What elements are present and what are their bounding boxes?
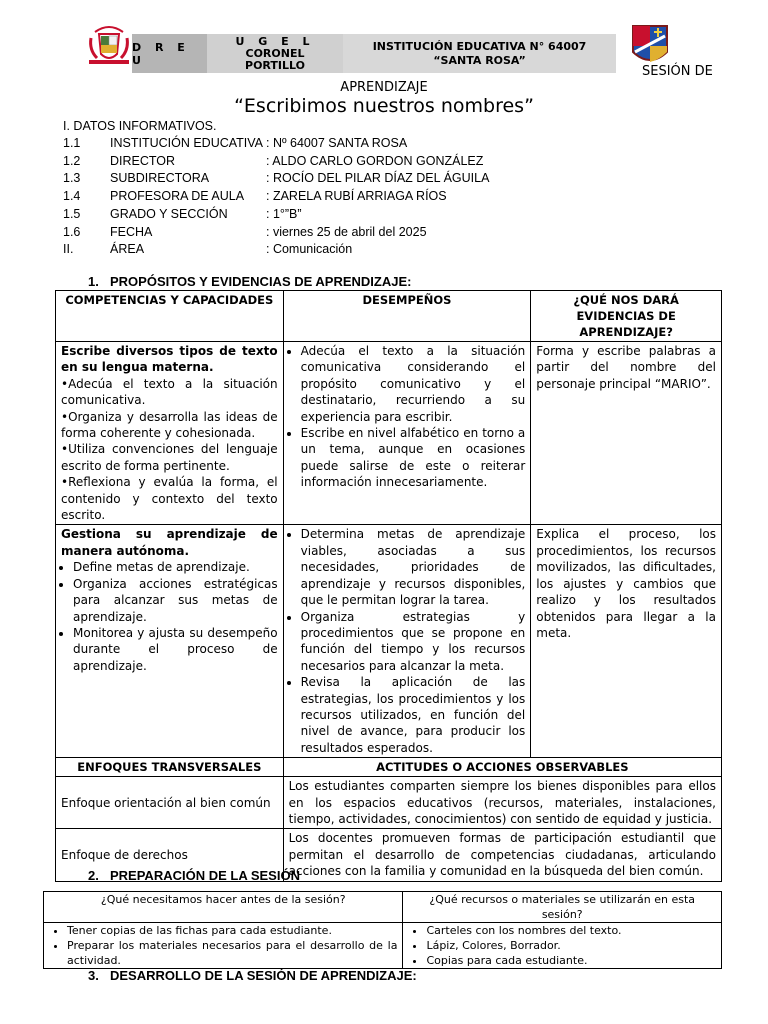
capacidad-item: • Monitorea y ajusta su desempeño durante el proceso de aprendizaje.: [73, 625, 278, 674]
table-header-row: [56, 758, 722, 777]
evidencia-cell: Explica el proceso, los procedimientos, los recursos movilizados, las dificultades, los ajustes y cambios que realizo y los resultados obtenidos para llegar a la meta.: [531, 525, 722, 758]
column-header: COMPETENCIAS Y CAPACIDADES: [56, 291, 284, 342]
institution-label: [343, 34, 616, 73]
list-item: • Lápiz, Colores, Borrador.: [426, 938, 716, 953]
section-3-title: [88, 968, 417, 983]
antes-list: [49, 923, 397, 968]
desempeno-item: • Organiza estrategias y procedimientos que se propone en función del tiempo y los recursos necesarios para alcanzar la meta.: [301, 609, 526, 675]
info-value: : ALDO CARLO GORDON GONZÁLEZ: [266, 154, 484, 168]
info-label: GRADO Y SECCIÓN: [110, 207, 228, 221]
section-title-text: PREPARACIÓN DE LA SESIÓN: [110, 868, 300, 883]
column-header: ¿QUÉ NOS DARÁ EVIDENCIAS DE APRENDIZAJE?: [531, 291, 722, 342]
institution-name: INSTITUCIÓN EDUCATIVA N° 64007: [372, 39, 587, 53]
capacidad-text: Reflexiona y evalúa la forma, el contenido y contexto del texto escrito.: [61, 475, 278, 523]
table-row: [56, 342, 722, 525]
info-row: [63, 171, 723, 189]
info-number: 1.3: [63, 171, 81, 185]
info-label: INSTITUCIÓN EDUCATIVA: [110, 136, 264, 150]
info-label: DIRECTOR: [110, 154, 176, 168]
list-item: • Copias para cada estudiante.: [426, 953, 716, 968]
list-item: • Carteles con los nombres del texto.: [426, 923, 716, 938]
desempeno-item: • Determina metas de aprendizaje viables, asociadas a sus necesidades, prioridades de aprendizaje y recursos disponibles, que le permitan lograr la tarea.: [301, 526, 526, 608]
section-title-text: PROPÓSITOS Y EVIDENCIAS DE APRENDIZAJE:: [110, 274, 412, 289]
competencia-title: Escribe diversos tipos de texto en su lengua materna.: [61, 344, 278, 375]
preparacion-table: [43, 891, 722, 969]
capacidad-item: • Define metas de aprendizaje.: [73, 559, 278, 575]
info-row: [63, 225, 723, 243]
institution-nickname: “SANTA ROSA”: [433, 53, 526, 67]
ugel-line: CORONEL: [245, 46, 305, 60]
info-label: FECHA: [110, 225, 153, 239]
school-crest: [629, 22, 671, 70]
column-header: DESEMPEÑOS: [283, 291, 531, 342]
column-header: ¿Qué necesitamos hacer antes de la sesión?: [44, 892, 403, 923]
propositos-table: [55, 290, 722, 882]
section-2-title: [88, 868, 300, 883]
competencia-cell: [56, 342, 284, 525]
section-number: 1.: [88, 274, 99, 289]
session-label-2: APRENDIZAJE: [340, 80, 428, 95]
dreu-logo: [87, 20, 131, 66]
section-1-title: [88, 274, 411, 289]
desempeno-item: • Adecúa el texto a la situación comunicativa considerando el propósito comunicativo y el destinatario, recurriendo a su experiencia para escribir.: [301, 343, 526, 425]
page-title: “Escribimos nuestros nombres”: [234, 95, 534, 117]
info-label: PROFESORA DE AULA: [110, 189, 245, 203]
info-number: 1.5: [63, 207, 81, 221]
info-row: [63, 207, 723, 225]
info-row: [63, 189, 723, 207]
dreu-label: D R E U: [132, 34, 207, 73]
table-row: [56, 777, 722, 829]
table-header-row: [56, 291, 722, 342]
section-title-text: DESARROLLO DE LA SESIÓN DE APRENDIZAJE:: [110, 968, 417, 983]
ugel-line: U G E L: [235, 34, 315, 48]
desempeno-item: • Escribe en nivel alfabético en torno a un tema, aunque en ocasiones puede salirse de este o reiterar información innecesariamente.: [301, 425, 526, 491]
capacidad-text: Organiza y desarrolla las ideas de forma coherente y cohesionada.: [61, 409, 278, 441]
info-label: ÁREA: [110, 242, 145, 256]
ugel-label: [207, 34, 343, 73]
info-label: SUBDIRECTORA: [110, 171, 210, 185]
info-number: II.: [63, 242, 74, 256]
table-header-row: [44, 892, 722, 923]
column-header: ENFOQUES TRANSVERSALES: [56, 758, 284, 777]
antes-cell: [44, 923, 403, 969]
info-number: 1.1: [63, 136, 81, 150]
capacidad-item: •Organiza y desarrolla las ideas de forma coherente y cohesionada.: [61, 409, 278, 441]
column-header: ACTITUDES O ACCIONES OBSERVABLES: [283, 758, 721, 777]
info-value: : ZARELA RUBÍ ARRIAGA RÍOS: [266, 189, 447, 203]
desempenos-list: [289, 343, 526, 491]
info-row: [63, 154, 723, 172]
capacidad-item: •Utiliza convenciones del lenguaje escrito de forma pertinente.: [61, 442, 278, 473]
info-number: 1.2: [63, 154, 81, 168]
evidencia-cell: Forma y escribe palabras a partir del nombre del personaje principal “MARIO”.: [531, 342, 722, 525]
recursos-list: [408, 923, 716, 968]
enfoque-text: Los docentes promueven formas de participación estudiantil que permitan el desarrollo de competencias ciudadanas, articulando acciones con la familia y comunidad en la búsqueda del bien común.: [283, 829, 721, 881]
capacidad-item: •Reflexiona y evalúa la forma, el contenido y contexto del texto escrito.: [61, 475, 278, 523]
enfoque-text: Los estudiantes comparten siempre los bienes disponibles para ellos en los espacios educativos (recursos, materiales, instalaciones, tiempo, actividades, conocimientos) con sentido de equidad y justicia.: [283, 777, 721, 829]
info-number: 1.6: [63, 225, 81, 239]
enfoque-name: Enfoque de derechos: [56, 829, 284, 881]
info-value: : Nº 64007 SANTA ROSA: [266, 136, 408, 150]
competencia-title: Gestiona su aprendizaje de manera autónoma.: [61, 527, 278, 558]
session-label: SESIÓN DE: [642, 64, 713, 79]
datos-heading: I. DATOS INFORMATIVOS.: [63, 119, 217, 133]
info-value: : ROCÍO DEL PILAR DÍAZ DEL ÁGUILA: [266, 171, 490, 185]
desempenos-list: [289, 526, 526, 756]
list-item: • Preparar los materiales necesarios para el desarrollo de la actividad.: [67, 938, 397, 968]
table-row: [56, 525, 722, 758]
info-value: : Comunicación: [266, 242, 353, 256]
capacidad-item: • Organiza acciones estratégicas para alcanzar sus metas de aprendizaje.: [73, 576, 278, 625]
desempenos-cell: [283, 525, 531, 758]
list-item: • Tener copias de las fichas para cada estudiante.: [67, 923, 397, 938]
capacidades-list: [61, 559, 278, 674]
desempeno-item: • Revisa la aplicación de las estrategias, los procedimientos y los recursos utilizados, en función del nivel de avance, para producir los resultados esperados.: [301, 674, 526, 756]
info-number: 1.4: [63, 189, 81, 203]
info-row: [63, 136, 723, 154]
info-value: : viernes 25 de abril del 2025: [266, 225, 427, 239]
desempenos-cell: [283, 342, 531, 525]
table-row: [44, 923, 722, 969]
recursos-cell: [403, 923, 722, 969]
ugel-line: PORTILLO: [245, 58, 305, 72]
capacidad-text: Utiliza convenciones del lenguaje escrito de forma pertinente.: [61, 442, 278, 473]
column-header: ¿Qué recursos o materiales se utilizarán en esta sesión?: [403, 892, 722, 923]
capacidad-text: Adecúa el texto a la situación comunicativa.: [61, 376, 278, 408]
section-number: 2.: [88, 868, 99, 883]
capacidad-item: •Adecúa el texto a la situación comunicativa.: [61, 376, 278, 408]
section-number: 3.: [88, 968, 99, 983]
competencia-cell: [56, 525, 284, 758]
enfoque-name: Enfoque orientación al bien común: [56, 777, 284, 829]
info-row: [63, 242, 723, 260]
info-value: : 1°”B”: [266, 207, 302, 221]
